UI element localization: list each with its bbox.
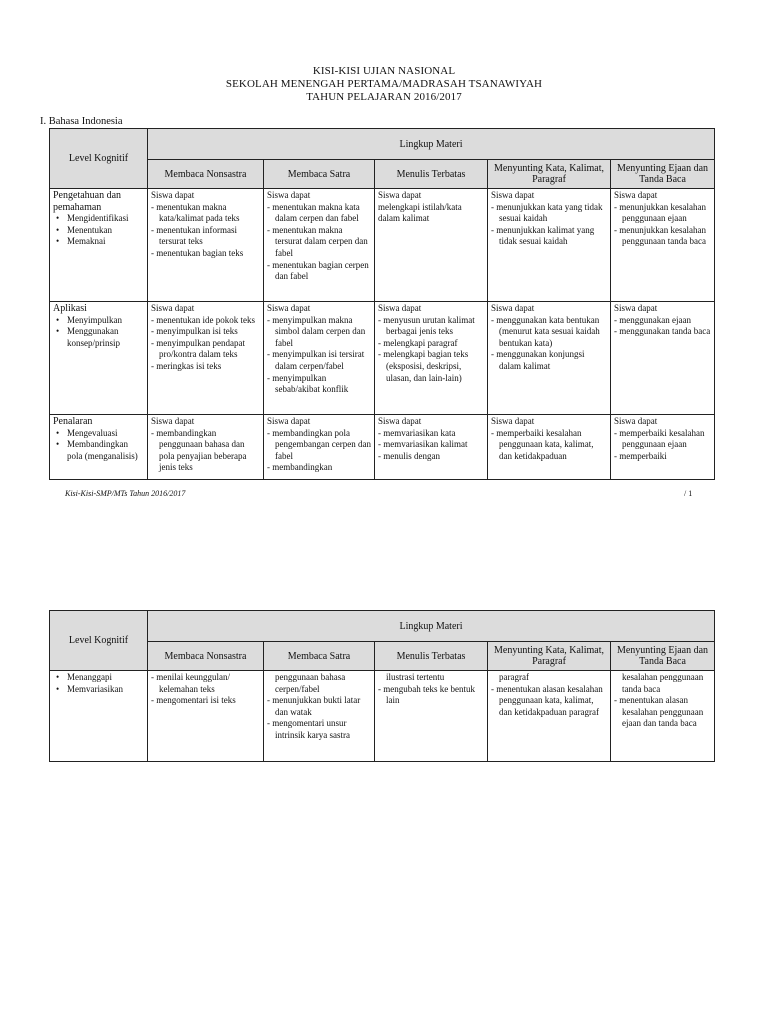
cell-line: - menunjukkan kalimat yang tidak sesuai kaidah [491, 224, 595, 247]
cell-line: Siswa dapat [151, 303, 195, 313]
cell-line: - melengkapi paragraf [378, 337, 458, 348]
table-cell [264, 302, 375, 415]
level-title: Penalaran [53, 416, 93, 427]
table-cell [611, 189, 715, 302]
table-row [50, 671, 715, 762]
col-header: Membaca Nonsastra [148, 160, 264, 189]
level-item: • Memaknai [67, 236, 144, 248]
kisi-table-page2 [49, 610, 715, 762]
table-cell [375, 415, 488, 480]
table-cell [264, 189, 375, 302]
cell-line: Siswa dapat [491, 190, 535, 200]
cell-line: - memperbaiki kesalahan penggunaan ejaan [614, 427, 705, 450]
doc-title-line1: KISI-KISI UJIAN NASIONAL [312, 65, 456, 77]
cell-line: Siswa dapat [267, 190, 311, 200]
cell-line: - mengubah teks ke bentuk lain [378, 683, 475, 706]
cell-line: penggunaan bahasa cerpen/fabel [275, 672, 346, 694]
cell-line: - menyimpulkan pendapat pro/kontra dalam teks [151, 337, 245, 360]
section-title: I. Bahasa Indonesia [40, 116, 123, 127]
cell-line: - menyimpulkan makna simbol dalam cerpen dan fabel [267, 314, 366, 348]
col-header: Menulis Terbatas [375, 642, 488, 671]
level-item: • Menentukan [67, 225, 144, 237]
table-row [50, 302, 715, 415]
page-footer-left: Kisi-Kisi-SMP/MTs Tahun 2016/2017 [65, 489, 186, 498]
cell-line: melengkapi istilah/kata dalam kalimat [378, 201, 462, 224]
cell-line: - memvariasikan kata [378, 427, 456, 438]
cell-line: Siswa dapat [151, 190, 195, 200]
level-title: Aplikasi [53, 303, 87, 314]
table-row [50, 189, 715, 302]
col-header: Menyunting Kata, Kalimat, Paragraf [488, 642, 611, 671]
cell-line: Siswa dapat [491, 416, 535, 426]
cell-line: Siswa dapat [151, 416, 195, 426]
cell-line: - mengomentari isi teks [151, 695, 236, 706]
table-cell [488, 189, 611, 302]
table-cell [611, 671, 715, 762]
doc-title-line3: TAHUN PELAJARAN 2016/2017 [306, 91, 462, 103]
table-cell [148, 415, 264, 480]
table-cell [148, 189, 264, 302]
cell-line: - menentukan bagian teks [151, 247, 244, 258]
col-header: Menyunting Ejaan dan Tanda Baca [611, 160, 715, 189]
doc-title-line2: SEKOLAH MENENGAH PERTAMA/MADRASAH TSANAWIYAH [225, 78, 543, 90]
table-cell [488, 415, 611, 480]
col-header: Membaca Satra [264, 642, 375, 671]
cell-line: ilustrasi tertentu [386, 672, 445, 682]
col-header: Menulis Terbatas [375, 160, 488, 189]
cell-line: - menggunakan konjungsi dalam kalimat [491, 349, 585, 371]
table-cell [375, 302, 488, 415]
cell-line: - menunjukkan kata yang tidak sesuai kaidah [491, 201, 603, 224]
cell-line: - meringkas isi teks [151, 360, 222, 371]
cell-line: Siswa dapat [378, 190, 422, 200]
cell-line: Siswa dapat [378, 416, 422, 426]
cell-line: - menentukan alasan kesalahan penggunaan kata, kalimat, dan ketidakpaduan paragraf [491, 683, 603, 717]
cell-line: Siswa dapat [491, 303, 535, 313]
table-cell [611, 415, 715, 480]
table-cell [611, 302, 715, 415]
cell-line: - menentukan bagian cerpen dan fabel [267, 259, 369, 282]
col-header: Membaca Nonsastra [148, 642, 264, 671]
level-item: • Menggunakan konsep/prinsip [67, 326, 144, 349]
table-row [50, 415, 715, 480]
cell-line: - menggunakan kata bentukan (menurut kata sesuai kaidah bentukan kata) [491, 314, 600, 348]
cell-line: Siswa dapat [614, 190, 658, 200]
table-cell [488, 302, 611, 415]
cell-line: kesalahan penggunaan tanda baca [622, 672, 704, 694]
cell-line: - menggunakan ejaan [614, 314, 691, 325]
cell-line: Siswa dapat [614, 303, 658, 313]
page-number: / 1 [684, 489, 693, 498]
cell-line: - menentukan ide pokok teks [151, 314, 255, 325]
cell-line: - menentukan makna kata/kalimat pada teks [151, 201, 240, 224]
kisi-table-page1 [49, 128, 715, 480]
level-cell [50, 671, 148, 762]
table-cell [148, 302, 264, 415]
table-cell [375, 671, 488, 762]
cell-line: Siswa dapat [614, 416, 658, 426]
cell-line: Siswa dapat [267, 416, 311, 426]
table-cell [488, 671, 611, 762]
table-cell [375, 189, 488, 302]
cell-line: Siswa dapat [378, 303, 422, 313]
cell-line: paragraf [499, 672, 529, 682]
level-item: • Memvariasikan [67, 684, 144, 696]
cell-line: - membandingkan pola pengembangan cerpen dan fabel [267, 427, 371, 461]
level-header: Level Kognitif [50, 611, 148, 671]
level-item: • Mengidentifikasi [67, 213, 144, 225]
cell-line: - memvariasikan kalimat [378, 439, 468, 450]
cell-line: - memperbaiki kesalahan penggunaan kata, kalimat, dan ketidakpaduan [491, 427, 594, 461]
cell-line: - mengomentari unsur intrinsik karya sastra [267, 718, 350, 740]
col-header: Membaca Satra [264, 160, 375, 189]
cell-line: - membandingkan [267, 462, 333, 473]
cell-line: - menentukan makna kata dalam cerpen dan fabel [267, 201, 360, 224]
cell-line: - menentukan alasan kesalahan penggunaan ejaan dan tanda baca [614, 695, 704, 729]
level-item: • Menanggapi [67, 672, 144, 684]
cell-line: - menunjukkan bukti latar dan watak [267, 695, 361, 717]
level-title: Pengetahuan dan pemahaman [53, 190, 122, 213]
level-item: • Menyimpulkan [67, 315, 144, 327]
level-cell [50, 302, 148, 415]
scope-header: Lingkup Materi [148, 129, 715, 160]
col-header: Menyunting Kata, Kalimat, Paragraf [488, 160, 611, 189]
cell-line: - menentukan informasi tersurat teks [151, 224, 237, 247]
cell-line: - melengkapi bagian teks (eksposisi, deskripsi, ulasan, dan lain-lain) [378, 349, 469, 383]
table-cell [264, 415, 375, 480]
cell-line: - membandingkan penggunaan bahasa dan pola penyajian beberapa jenis teks [151, 427, 247, 473]
cell-line: - menunjukkan kesalahan penggunaan ejaan [614, 201, 706, 224]
cell-line: - menulis dengan [378, 450, 440, 461]
cell-line: - menilai keunggulan/ kelemahan teks [151, 672, 230, 694]
cell-line: Siswa dapat [267, 303, 311, 313]
cell-line: - menyimpulkan isi teks [151, 326, 238, 337]
col-header: Menyunting Ejaan dan Tanda Baca [611, 642, 715, 671]
level-item: • Mengevaluasi [67, 428, 144, 440]
scope-header: Lingkup Materi [148, 611, 715, 642]
cell-line: - menyimpulkan isi tersirat dalam cerpen/fabel [267, 349, 365, 371]
cell-line: - menentukan makna tersurat dalam cerpen dan fabel [267, 224, 368, 258]
level-header: Level Kognitif [50, 129, 148, 189]
cell-line: - menyimpulkan sebab/akibat konflik [267, 372, 349, 395]
cell-line: - menggunakan tanda baca [614, 326, 711, 337]
level-cell [50, 189, 148, 302]
cell-line: - menyusun urutan kalimat berbagai jenis teks [378, 314, 475, 337]
cell-line: - menunjukkan kesalahan penggunaan tanda baca [614, 224, 706, 247]
table-cell [148, 671, 264, 762]
cell-line: - memperbaiki [614, 450, 667, 461]
table-cell [264, 671, 375, 762]
level-cell [50, 415, 148, 480]
level-item: • Membandingkan pola (menganalisis) [67, 439, 144, 462]
